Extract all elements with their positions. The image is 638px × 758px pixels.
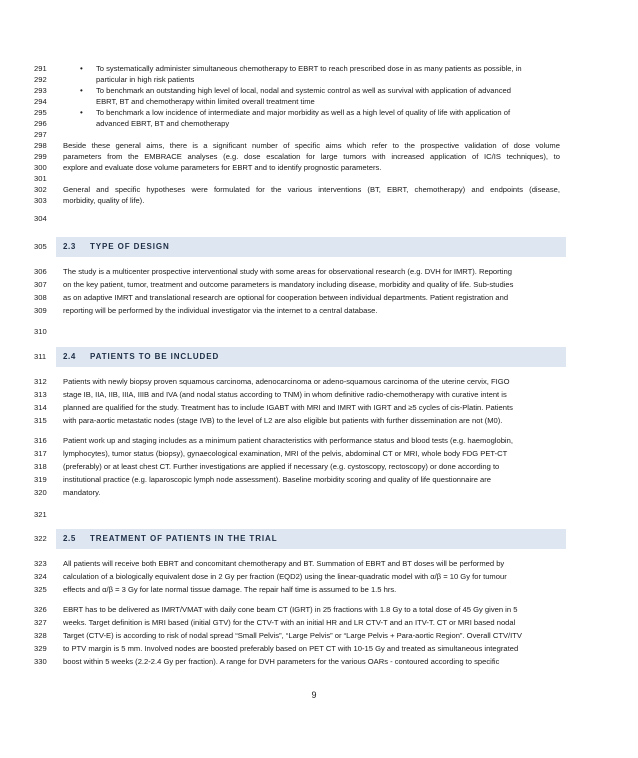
line-text: explore and evaluate dose volume parameters for EBRT and to identify prognostic parameters. [63, 163, 382, 172]
line-text: stage IB, IIA, IIB, IIIA, IIIB and IVA (and nodal status according to TNM) in whom definitive radio-chemotherapy with curative intent is [63, 390, 507, 399]
line-number: 317 [34, 449, 47, 458]
line-text: boost within 5 weeks (2.2-2.4 Gy per fraction). A range for DVH parameters for the various OARs - contoured according to specific [63, 657, 500, 666]
text-line [0, 656, 638, 667]
line-text: morbidity, quality of life). [63, 196, 145, 205]
line-number: 294 [34, 97, 47, 106]
line-text: EBRT has to be delivered as IMRT/VMAT with daily cone beam CT (IGRT) in 25 fractions with 1.8 Gy to a total dose of 45 Gy given in 5 [63, 605, 518, 614]
text-line [0, 85, 638, 96]
line-text: (preferably) or at least chest CT. Further investigations are applied if necessary (e.g. cystoscopy, rectoscopy) or done according to [63, 462, 500, 471]
line-text: particular in high risk patients [96, 75, 195, 84]
text-line [0, 415, 638, 426]
text-line [0, 279, 638, 290]
text-line [0, 402, 638, 413]
line-number: 322 [34, 534, 47, 543]
text-line [0, 305, 638, 316]
line-number: 328 [34, 631, 47, 640]
line-text: effects and α/β = 3 Gy for late normal tissue damage. The repair half time is assumed to be 1.5 hrs. [63, 585, 397, 594]
text-line [0, 129, 638, 140]
line-number: 295 [34, 108, 47, 117]
line-number: 298 [34, 141, 47, 150]
line-number: 320 [34, 488, 47, 497]
text-line [0, 74, 638, 85]
section-heading [56, 237, 566, 257]
line-number: 324 [34, 572, 47, 581]
section-title: TREATMENT OF PATIENTS IN THE TRIAL [90, 534, 278, 543]
line-text: to PTV margin is 5 mm. Involved nodes are boosted preferably based on PET CT with 10-15 Gy and treated as simultaneous integrated [63, 644, 519, 653]
line-text: Target (CTV-E) is according to risk of nodal spread “Small Pelvis”, “Large Pelvis” or “Large Pelvis + Para-aortic Region”. Overall CTV/ITV [63, 631, 522, 640]
text-line [0, 571, 638, 582]
line-text: planned are qualified for the study. Treatment has to include IGABT with MRI and IMRT with IGRT and ≥5 cycles of cis-Platin. Patients [63, 403, 513, 412]
section-number: 2.5 [63, 534, 76, 543]
text-line [0, 96, 638, 107]
line-number: 301 [34, 174, 47, 183]
line-number: 330 [34, 657, 47, 666]
line-number: 306 [34, 267, 47, 276]
line-number: 308 [34, 293, 47, 302]
line-number: 291 [34, 64, 47, 73]
line-text: on the key patient, tumor, treatment and outcome parameters is mandatory including disease, morbidity and quality of life. Sub-studies [63, 280, 514, 289]
line-text: with para-aortic metastatic nodes (stage IVB) to the level of L2 are also eligible but patients with further dissemination are not (M0). [63, 416, 503, 425]
text-line [0, 389, 638, 400]
bullet-icon: • [80, 64, 83, 73]
line-number: 329 [34, 644, 47, 653]
bullet-icon: • [80, 108, 83, 117]
section-heading [56, 529, 566, 549]
text-line [0, 509, 638, 520]
line-number: 311 [34, 352, 47, 361]
line-text: Patient work up and staging includes as a minimum patient characteristics with performance status and blood tests (e.g. haemoglobin, [63, 436, 513, 445]
line-text: mandatory. [63, 488, 101, 497]
line-number: 307 [34, 280, 47, 289]
text-line [0, 487, 638, 498]
line-number: 316 [34, 436, 47, 445]
text-line [0, 292, 638, 303]
line-text: calculation of a biologically equivalent dose in 2 Gy per fraction (EQD2) using the linear-quadratic model with α/β = 10 Gy for tumour [63, 572, 507, 581]
line-text: General and specific hypotheses were formulated for the various interventions (BT, EBRT, chemotherapy) and endpoints (disease, [63, 185, 560, 194]
text-line [0, 266, 638, 277]
line-text: lymphocytes), tumor status (biopsy), gynaecological examination, MRI of the pelvis, abdominal CT or MRI, whole body FDG PET-CT [63, 449, 508, 458]
line-text: To systematically administer simultaneous chemotherapy to EBRT to reach prescribed dose in as many patients as possible, in [96, 64, 522, 73]
section-number: 2.4 [63, 352, 76, 361]
line-number: 309 [34, 306, 47, 315]
text-line [0, 474, 638, 485]
text-line [0, 584, 638, 595]
text-line [0, 173, 638, 184]
line-text: EBRT, BT and chemotherapy within limited overall treatment time [96, 97, 315, 106]
text-line [0, 151, 638, 162]
line-number: 305 [34, 242, 47, 251]
line-number: 323 [34, 559, 47, 568]
text-line [0, 630, 638, 641]
line-number: 297 [34, 130, 47, 139]
line-number: 318 [34, 462, 47, 471]
line-number: 326 [34, 605, 47, 614]
text-line [0, 184, 638, 195]
line-text: All patients will receive both EBRT and concomitant chemotherapy and BT. Summation of EBRT and BT doses will be performed by [63, 559, 505, 568]
section-heading [56, 347, 566, 367]
text-line [0, 63, 638, 74]
text-line [0, 435, 638, 446]
section-title: TYPE OF DESIGN [90, 242, 170, 251]
line-text: institutional practice (e.g. laparoscopic lymph node assessment). Baseline morbidity scoring and quality of life questionnaire are [63, 475, 492, 484]
line-number: 303 [34, 196, 47, 205]
line-number: 327 [34, 618, 47, 627]
text-line [0, 643, 638, 654]
text-line [0, 326, 638, 337]
line-number: 319 [34, 475, 47, 484]
line-number: 315 [34, 416, 47, 425]
text-line [0, 162, 638, 173]
text-line [0, 461, 638, 472]
line-number: 299 [34, 152, 47, 161]
line-text: The study is a multicenter prospective interventional study with some areas for observational research (e.g. DVH for IMRT). Reporting [63, 267, 512, 276]
line-text: To benchmark a low incidence of intermediate and major morbidity as well as a high level of quality of life with application of [96, 108, 511, 117]
text-line [0, 195, 638, 206]
text-line [0, 107, 638, 118]
line-number: 325 [34, 585, 47, 594]
text-line [0, 140, 638, 151]
line-number: 310 [34, 327, 47, 336]
line-text: reporting will be performed by the individual investigator via the internet to a central database. [63, 306, 378, 315]
line-number: 313 [34, 390, 47, 399]
text-line [0, 617, 638, 628]
line-text: Beside these general aims, there is a significant number of specific aims which refer to the prospective validation of dose volume [63, 141, 560, 150]
text-line [0, 604, 638, 615]
line-text: advanced EBRT, BT and chemotherapy [96, 119, 230, 128]
section-title: PATIENTS TO BE INCLUDED [90, 352, 220, 361]
section-number: 2.3 [63, 242, 76, 251]
line-number: 314 [34, 403, 47, 412]
line-text: weeks. Target definition is MRI based (initial GTV) for the CTV-T with an initial HR and LR CTV-T and an ITV-T. CT or MRI based nodal [63, 618, 516, 627]
page-number: 9 [311, 690, 317, 700]
line-number: 300 [34, 163, 47, 172]
line-text: To benchmark an outstanding high level of local, nodal and systemic control as well as survival with application of advanced [96, 86, 511, 95]
line-number: 321 [34, 510, 47, 519]
line-text: as on adaptive IMRT and translational research are optional for cooperation between individual departments. Patient registration and [63, 293, 509, 302]
line-number: 293 [34, 86, 47, 95]
line-number: 304 [34, 214, 47, 223]
line-number: 296 [34, 119, 47, 128]
line-text: parameters from the EMBRACE analyses (e.g. dose escalation for large tumors with increased application of IC/IS techniques), to [63, 152, 560, 161]
line-number: 312 [34, 377, 47, 386]
bullet-icon: • [80, 86, 83, 95]
text-line [0, 376, 638, 387]
line-number: 292 [34, 75, 47, 84]
text-line [0, 213, 638, 224]
text-line [0, 558, 638, 569]
line-text: Patients with newly biopsy proven squamous carcinoma, adenocarcinoma or adeno-squamous carcinoma of the uterine cervix, FIGO [63, 377, 510, 386]
text-line [0, 448, 638, 459]
line-number: 302 [34, 185, 47, 194]
text-line [0, 118, 638, 129]
